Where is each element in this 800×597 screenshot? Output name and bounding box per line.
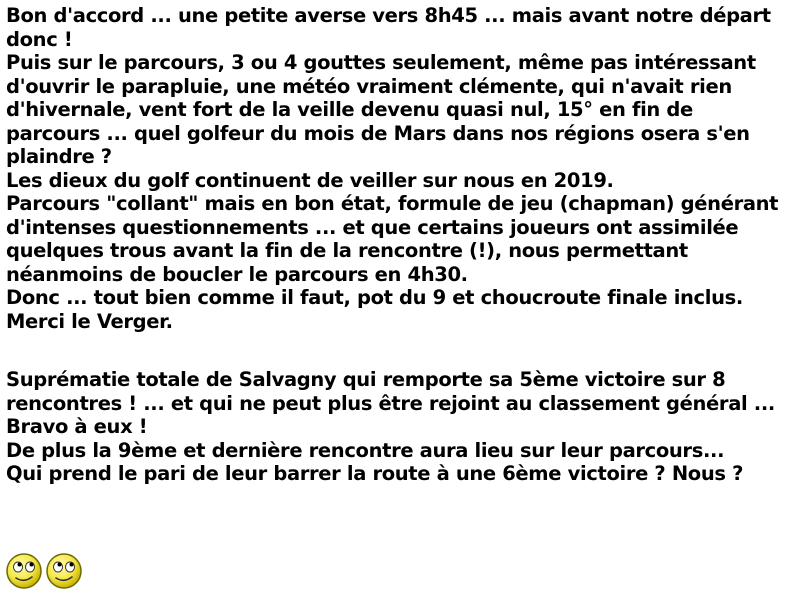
text-line: Les dieux du golf continuent de veiller sur nous en 2019. — [6, 168, 614, 192]
text-line: Merci le Verger. — [6, 309, 173, 333]
text-line: Bon d'accord ... une petite averse vers 8h45 ... mais avant notre départ — [6, 4, 771, 27]
text-line: De plus la 9ème et dernière rencontre aura lieu sur leur parcours... — [6, 438, 725, 462]
text-line: néanmoins de boucler le parcours en 4h30. — [6, 262, 468, 286]
text-line: donc ! — [6, 27, 73, 51]
text-line: plaindre ? — [6, 145, 112, 168]
text-line: Parcours "collant" mais en bon état, formule de jeu (chapman) générant — [6, 192, 779, 215]
text-line: d'hivernale, vent fort de la veille devenu quasi nul, 15° en fin de — [6, 98, 693, 121]
paragraph-match-report — [6, 4, 798, 333]
post-text — [6, 4, 798, 486]
text-line: parcours ... quel golfeur du mois de Mars dans nos régions osera s'en — [6, 121, 750, 145]
text-line: Suprématie totale de Salvagny qui remporte sa 5ème victoire sur 8 — [6, 368, 726, 391]
text-line: Donc ... tout bien comme il faut, pot du 9 et choucroute finale inclus. — [6, 286, 743, 309]
text-line: rencontres ! ... et qui ne peut plus être rejoint au classement général ... — [6, 391, 775, 415]
text-line: Bravo à eux ! — [6, 415, 148, 438]
emoticon-row — [5, 552, 83, 590]
rolling-eyes-smiley-icon — [45, 552, 83, 590]
paragraph-standings — [6, 368, 798, 486]
text-line: quelques trous avant la fin de la rencontre (!), nous permettant — [6, 239, 688, 262]
text-line: d'intenses questionnements ... et que certains joueurs ont assimilée — [6, 215, 739, 239]
text-line: d'ouvrir le parapluie, une météo vraiment clémente, qui n'avait rien — [6, 74, 732, 98]
paragraph-gap — [6, 333, 798, 368]
text-line: Puis sur le parcours, 3 ou 4 gouttes seulement, même pas intéressant — [6, 51, 756, 74]
rolling-eyes-smiley-icon — [5, 552, 43, 590]
text-line: Qui prend le pari de leur barrer la route à une 6ème victoire ? Nous ? — [6, 462, 744, 485]
